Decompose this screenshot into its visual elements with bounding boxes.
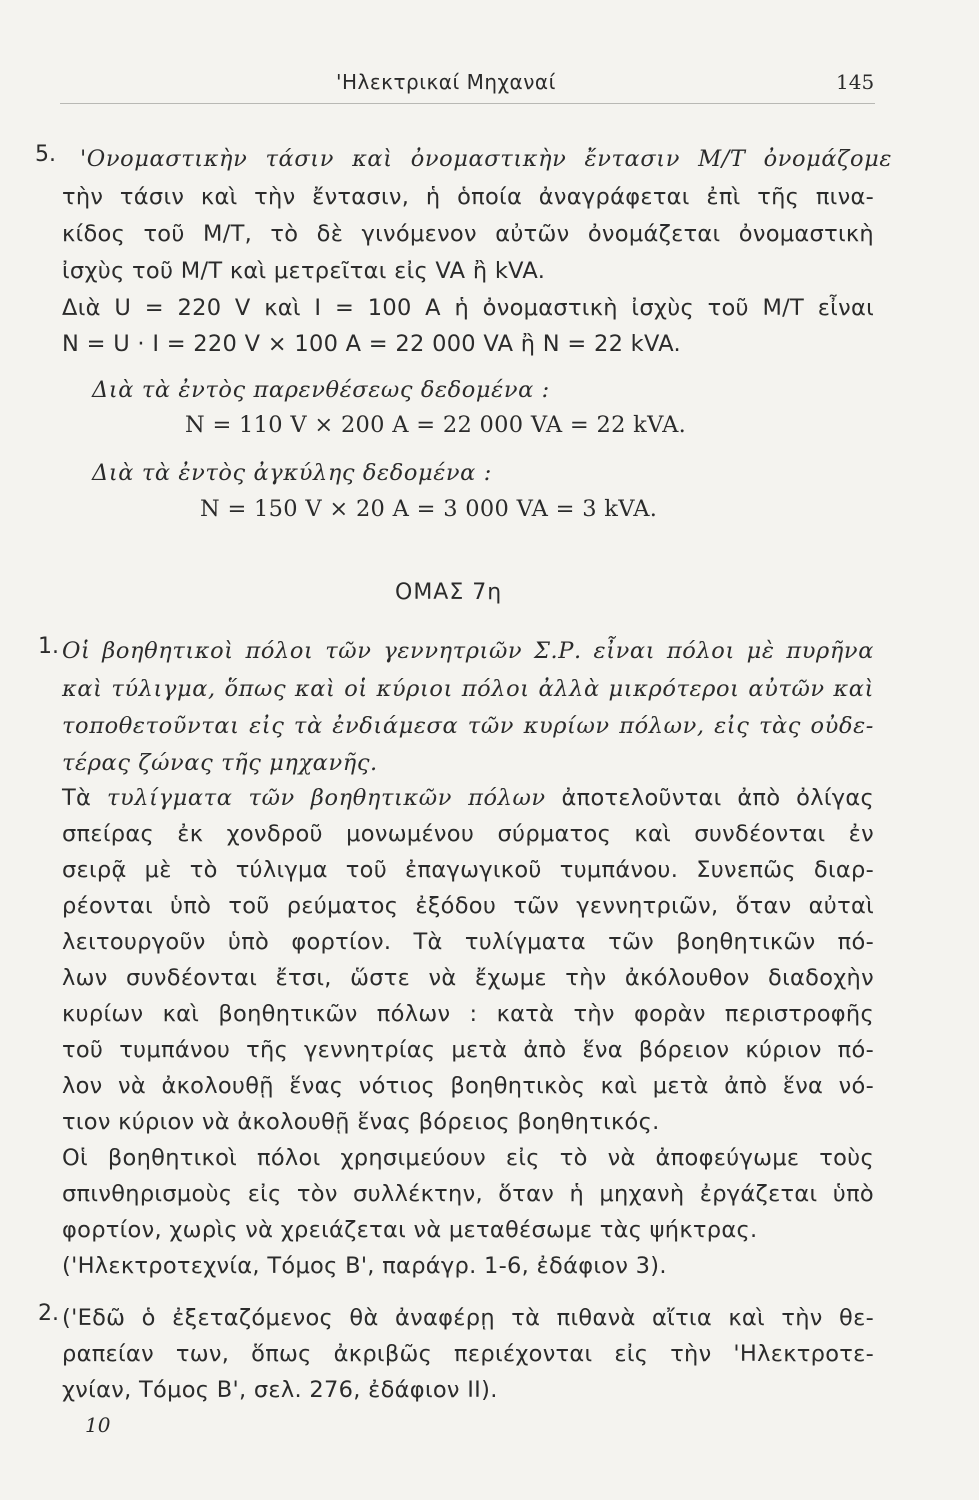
text-line: τὴν τάσιν καὶ τὴν ἔντασιν, ἡ ὁποία ἀναγράφεται ἐπὶ τῆς πινα- <box>62 184 874 210</box>
parallel-label: Διὰ τὰ ἐντὸς παρενθέσεως δεδομένα : <box>92 377 550 403</box>
text-line: ('Εδῶ ὁ ἐξεταζόμενος θὰ ἀναφέρῃ τὰ πιθανὰ αἴτια καὶ τὴν θε- <box>62 1305 874 1331</box>
text-line: καὶ τύλιγμα, ὅπως καὶ οἱ κύριοι πόλοι ἀλλὰ μικρότεροι αὐτῶν καὶ <box>62 676 874 702</box>
text-line: Οἱ βοηθητικοὶ πόλοι χρησιμεύουν εἰς τὸ νὰ ἀποφεύγωμε τοὺς <box>62 1145 874 1171</box>
folio-signature: 10 <box>85 1413 111 1437</box>
item-number-1: 1. <box>38 634 59 659</box>
running-title: 'Ηλεκτρικαί Μηχαναί <box>336 70 556 94</box>
text-line: λον νὰ ἀκολουθῇ ἕνας νότιος βοηθητικὸς καὶ μετὰ ἀπὸ ἕνα νό- <box>62 1073 874 1099</box>
bracket-label: Διὰ τὰ ἐντὸς ἀγκύλης δεδομένα : <box>92 460 492 486</box>
text-line: φορτίον, χωρὶς νὰ χρειάζεται νὰ μεταθέσωμε τὰς ψήκτρας. <box>62 1217 758 1243</box>
text-line: Τὰ τυλίγματα τῶν βοηθητικῶν πόλων ἀποτελοῦνται ἀπὸ ὀλίγας <box>62 785 875 811</box>
text-line: ρέονται ὑπὸ τοῦ ρεύματος ἐξόδου τῶν γεννητριῶν, ὅταν αὐταὶ <box>62 893 874 919</box>
equation-line: N = U · I = 220 V × 100 A = 22 000 VA ἢ N = 22 kVA. <box>62 331 681 357</box>
text-line: Οἱ βοηθητικοὶ πόλοι τῶν γεννητριῶν Σ.Ρ. εἶναι πόλοι μὲ πυρῆνα <box>62 638 874 664</box>
text-line: σπινθηρισμοὺς εἰς τὸν συλλέκτην, ὅταν ἡ μηχανὴ ἐργάζεται ὑπὸ <box>62 1181 874 1207</box>
header-rule <box>60 103 875 104</box>
page-header <box>0 70 979 104</box>
group-heading: ΟΜΑΣ 7η <box>395 580 503 605</box>
text-line: τοποθετοῦνται εἰς τὰ ἐνδιάμεσα τῶν κυρίων πόλων, εἰς τὰς οὐδε- <box>62 713 874 739</box>
reference-line: ('Ηλεκτροτεχνία, Τόμος Β', παράγρ. 1-6, ἐδάφιον 3). <box>62 1253 667 1279</box>
bracket-equation: N = 150 V × 20 A = 3 000 VA = 3 kVA. <box>200 496 658 522</box>
text-line: σειρᾷ μὲ τὸ τύλιγμα τοῦ ἐπαγωγικοῦ τυμπάνου. Συνεπῶς διαρ- <box>62 857 874 883</box>
text-line: τιον κύριον νὰ ἀκολουθῇ ἕνας βόρειος βοηθητικός. <box>62 1109 660 1135</box>
text-line: λειτουργοῦν ὑπὸ φορτίον. Τὰ τυλίγματα τῶν βοηθητικῶν πό- <box>62 929 874 955</box>
text-line: Διὰ U = 220 V καὶ I = 100 A ἡ ὀνομαστικὴ ἰσχὺς τοῦ Μ/Τ εἶναι <box>62 295 874 321</box>
text-line: 'Ονομαστικὴν τάσιν καὶ ὀνομαστικὴν ἔντασιν Μ/Τ ὀνομάζομε <box>80 146 892 172</box>
text-line: χνίαν, Τόμος Β', σελ. 276, ἐδάφιον ΙΙ). <box>62 1377 498 1403</box>
text-line: τοῦ τυμπάνου τῆς γεννητρίας μετὰ ἀπὸ ἕνα βόρειον κύριον πό- <box>62 1037 874 1063</box>
text-line: λων συνδέονται ἔτσι, ὥστε νὰ ἔχωμε τὴν ἀκόλουθον διαδοχὴν <box>62 965 874 991</box>
text-line: σπείρας ἐκ χονδροῦ μονωμένου σύρματος καὶ συνδέονται ἐν <box>62 821 874 847</box>
text-line: κυρίων καὶ βοηθητικῶν πόλων : κατὰ τὴν φορὰν περιστροφῆς <box>62 1001 874 1027</box>
item-number-2: 2. <box>38 1301 59 1326</box>
text-line: τέρας ζώνας τῆς μηχανῆς. <box>62 750 378 776</box>
text-line: ἰσχὺς τοῦ Μ/Τ καὶ μετρεῖται εἰς VA ἢ kVA. <box>62 258 546 284</box>
text-line: ραπείαν των, ὅπως ἀκριβῶς περιέχονται εἰς τὴν 'Ηλεκτροτε- <box>62 1341 874 1367</box>
item-number-5: 5. <box>35 142 56 167</box>
text-line: κίδος τοῦ Μ/Τ, τὸ δὲ γινόμενον αὐτῶν ὀνομάζεται ὀνομαστικὴ <box>62 221 874 247</box>
parallel-equation: N = 110 V × 200 A = 22 000 VA = 22 kVA. <box>185 412 687 438</box>
page-number: 145 <box>836 70 875 94</box>
